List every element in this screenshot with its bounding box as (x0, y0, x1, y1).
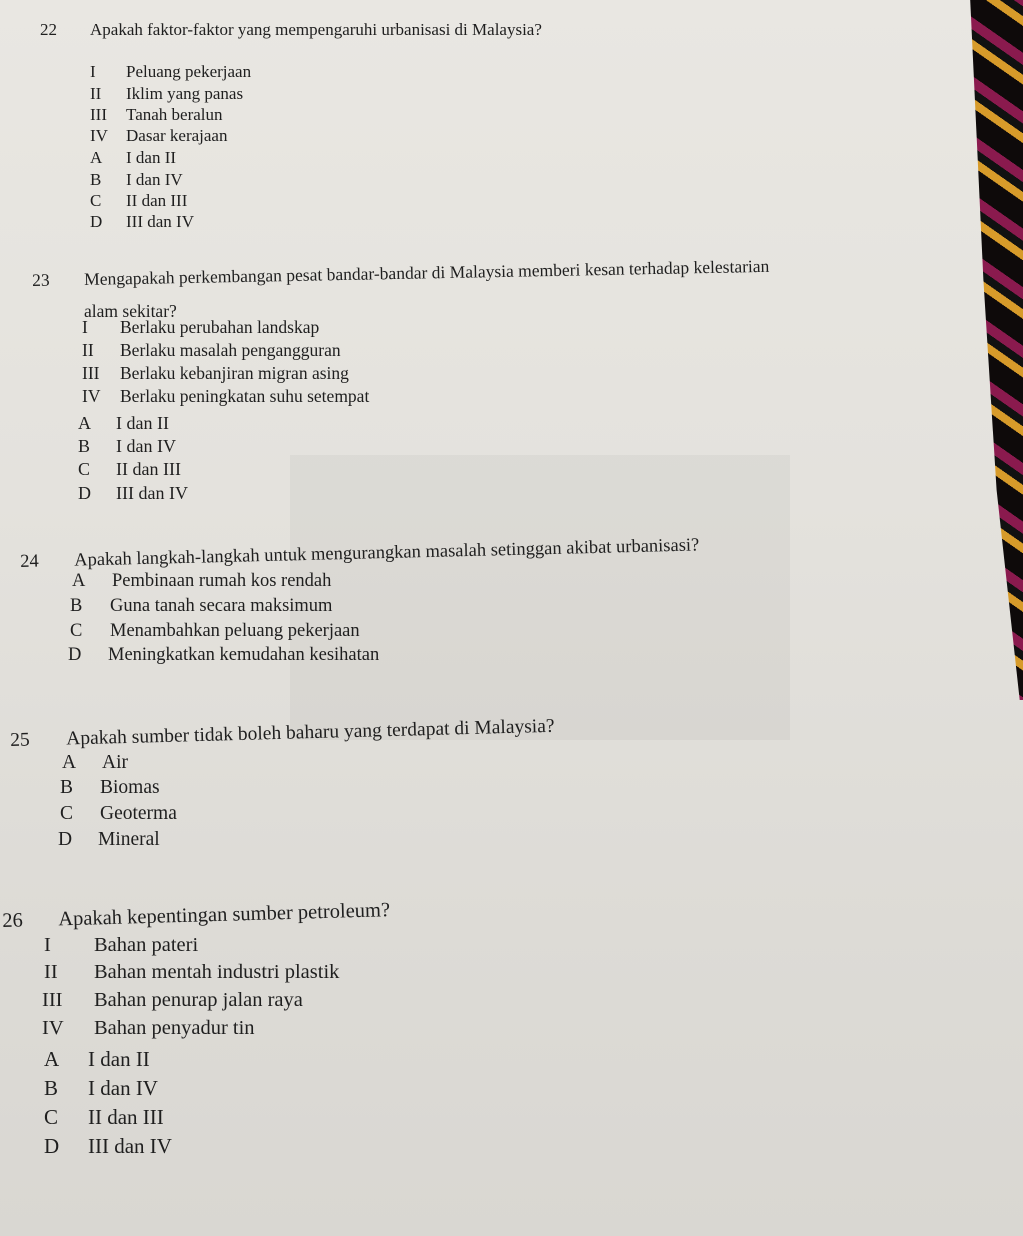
option-d[interactable]: D III dan IV (90, 212, 194, 231)
option-b[interactable]: B I dan IV (44, 1076, 158, 1100)
question-text: Apakah faktor-faktor yang mempengaruhi urbanisasi di Malaysia? (90, 20, 542, 39)
question-text: Apakah kepentingan sumber petroleum? (57, 899, 391, 931)
statement-item: IV Bahan penyadur tin (42, 1017, 255, 1039)
question-26-stem (2, 899, 390, 933)
question-text: Mengapakah perkembangan pesat bandar-bandar di Malaysia memberi kesan terhadap kelestarian (83, 255, 770, 289)
question-number: 24 (20, 551, 39, 572)
statement-item: I Bahan pateri (44, 934, 199, 956)
statement-item: IV Dasar kerajaan (90, 126, 228, 145)
statement-item: III Tanah beralun (90, 105, 223, 124)
fabric-background (957, 0, 1023, 700)
option-d[interactable]: D III dan IV (44, 1134, 172, 1158)
question-number: 23 (32, 269, 50, 290)
question-22-stem (40, 20, 542, 40)
question-23-stem (32, 256, 770, 291)
option-b[interactable]: B Guna tanah secara maksimum (70, 596, 333, 616)
option-c[interactable]: C II dan III (90, 191, 188, 210)
option-a[interactable]: A I dan II (78, 413, 169, 433)
option-a[interactable]: A Air (62, 752, 128, 773)
option-c[interactable]: C Geoterma (60, 803, 177, 824)
question-text: Apakah sumber tidak boleh baharu yang terdapat di Malaysia? (65, 715, 555, 750)
statement-item: I Berlaku perubahan landskap (82, 317, 320, 337)
option-a[interactable]: A I dan II (90, 148, 177, 167)
option-b[interactable]: B I dan IV (90, 170, 183, 189)
question-number: 25 (10, 729, 31, 751)
question-text-line2: alam sekitar? (84, 301, 177, 321)
option-a[interactable]: A Pembinaan rumah kos rendah (72, 571, 332, 591)
option-b[interactable]: B I dan IV (78, 436, 176, 456)
question-text: Apakah langkah-langkah untuk mengurangkan masalah setinggan akibat urbanisasi? (73, 535, 700, 571)
statement-item: II Bahan mentah industri plastik (44, 961, 340, 983)
statement-item: III Berlaku kebanjiran migran asing (82, 363, 349, 383)
question-25-stem (10, 716, 555, 752)
option-c[interactable]: C II dan III (44, 1105, 164, 1129)
option-d[interactable]: D III dan IV (78, 483, 188, 503)
statement-item: III Bahan penurap jalan raya (42, 989, 303, 1011)
option-b[interactable]: B Biomas (60, 777, 160, 798)
option-d[interactable]: D Mineral (58, 829, 160, 850)
question-number: 26 (2, 909, 24, 932)
option-c[interactable]: C II dan III (78, 459, 181, 479)
statement-item: II Iklim yang panas (90, 84, 244, 103)
option-a[interactable]: A I dan II (44, 1047, 150, 1071)
question-number: 22 (40, 20, 57, 39)
statement-item: IV Berlaku peningkatan suhu setempat (82, 386, 370, 406)
statement-item: I Peluang pekerjaan (90, 62, 252, 81)
show-through-shadow (290, 455, 790, 740)
option-c[interactable]: C Menambahkan peluang pekerjaan (70, 621, 360, 641)
option-d[interactable]: D Meningkatkan kemudahan kesihatan (68, 645, 380, 665)
statement-item: II Berlaku masalah pengangguran (82, 340, 341, 360)
